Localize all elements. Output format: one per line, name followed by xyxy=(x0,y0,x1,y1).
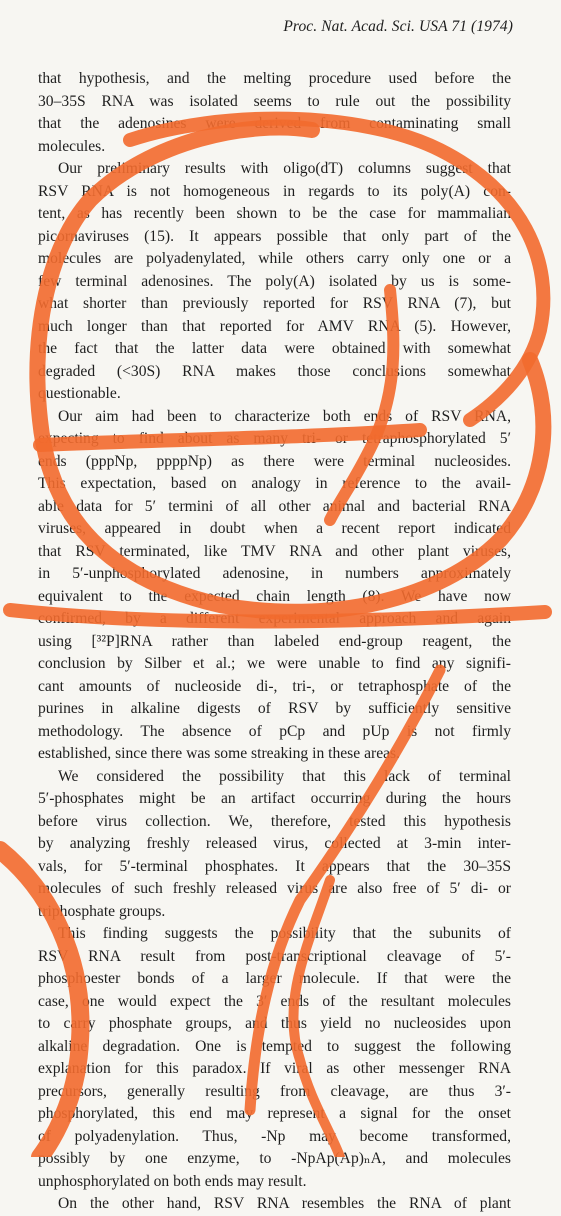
text-line: before virus collection. We, therefore, tested this hypothesis xyxy=(38,812,511,830)
text-line: confirmed, by a different experimental approach and again xyxy=(38,610,511,627)
text-line: conclusion by Silber et al.; we were unable to find any signifi- xyxy=(38,655,511,672)
text-line: precursors, generally resulting from cleavage, are thus 3′- xyxy=(38,1082,511,1100)
text-line: of polyadenylation. Thus, -Np may become transformed, xyxy=(38,1127,511,1145)
text-line: Our preliminary results with oligo(dT) columns suggest that xyxy=(58,160,511,177)
text-line: ends (pppNp, ppppNp) as there were terminal nucleosides. xyxy=(38,452,511,470)
text-line: equivalent to the expected chain length (8). We have now xyxy=(38,587,511,605)
text-line: possibly by one enzyme, to -NpAp(Ap)ₙA, and molecules xyxy=(38,1150,511,1167)
text-line: to carry phosphate groups, and thus yield no nucleosides upon xyxy=(38,1015,511,1032)
text-line: phosphorylated, this end may represent a signal for the onset xyxy=(38,1105,511,1122)
text-line: established, since there was some streaking in these areas. xyxy=(38,745,400,762)
text-line: This finding suggests the possibility that the subunits of xyxy=(58,925,511,942)
text-line: phosphoester bonds of a larger molecule. If that were the xyxy=(38,970,511,987)
text-line: that RSV terminated, like TMV RNA and other plant viruses, xyxy=(38,542,511,560)
text-line: in 5′-unphosphorylated adenosine, in numbers approximately xyxy=(38,565,511,582)
text-line: 5′-phosphates might be an artifact occurring during the hours xyxy=(38,790,511,807)
text-line: tent, as has recently been shown to be the case for mammalian xyxy=(38,205,511,222)
text-line: RSV RNA is not homogeneous in regards to its poly(A) con- xyxy=(38,182,511,200)
text-line: molecules are polyadenylated, while others carry only one or a xyxy=(38,250,511,267)
text-line: case, one would expect the 3′ ends of the resultant molecules xyxy=(38,992,511,1010)
running-head: Proc. Nat. Acad. Sci. USA 71 (1974) xyxy=(283,18,513,35)
text-line: few terminal adenosines. The poly(A) isolated by us is some- xyxy=(38,272,511,290)
text-line: picornaviruses (15). It appears possible that only part of the xyxy=(38,227,511,245)
text-line: purines in alkaline digests of RSV by sufficiently sensitive xyxy=(38,700,511,717)
text-line: that hypothesis, and the melting procedure used before the xyxy=(38,70,511,87)
text-line: using [³²P]RNA rather than labeled end-group reagent, the xyxy=(38,632,511,650)
text-line: the fact that the latter data were obtained with somewhat xyxy=(38,340,511,357)
text-line: that the adenosines were derived from contaminating small xyxy=(38,115,511,132)
text-line: Our aim had been to characterize both ends of RSV RNA, xyxy=(58,407,511,425)
text-line: triphosphate groups. xyxy=(38,902,166,920)
text-line: explanation for this paradox. If viral as other messenger RNA xyxy=(38,1060,511,1077)
text-line: methodology. The absence of pCp and pUp is not firmly xyxy=(38,722,511,740)
text-line: what shorter than previously reported for RSV RNA (7), but xyxy=(38,295,511,312)
text-line: 30–35S RNA was isolated seems to rule out the possibility xyxy=(38,92,511,110)
text-line: degraded (<30S) RNA makes those conclusions somewhat xyxy=(38,362,511,380)
text-line: cant amounts of nucleoside di-, tri-, or tetraphosphate of the xyxy=(38,677,511,695)
text-line: expecting to find about as many tri- or tetraphosphorylated 5′ xyxy=(38,430,511,447)
text-line: questionable. xyxy=(38,385,121,402)
text-line: This expectation, based on analogy in reference to the avail- xyxy=(38,475,511,492)
text-line: by analyzing freshly released virus, collected at 3-min inter- xyxy=(38,835,511,852)
text-line: able data for 5′ termini of all other animal and bacterial RNA xyxy=(38,497,511,515)
text-line: much longer than that reported for AMV RNA (5). However, xyxy=(38,317,511,335)
text-line: unphosphorylated on both ends may result. xyxy=(38,1172,307,1190)
article-body xyxy=(38,68,511,1216)
text-line: vals, for 5′-terminal phosphates. It appears that the 30–35S xyxy=(38,857,511,875)
text-line: RSV RNA result from post-transcriptional cleavage of 5′- xyxy=(38,947,511,965)
text-line: viruses, appeared in doubt when a recent report indicated xyxy=(38,520,511,537)
text-line: molecules of such freshly released virus are also free of 5′ di- or xyxy=(38,880,511,897)
text-line: alkaline degradation. One is tempted to suggest the following xyxy=(38,1037,511,1055)
text-line: We considered the possibility that this lack of terminal xyxy=(58,767,511,785)
text-line: On the other hand, RSV RNA resembles the RNA of plant xyxy=(58,1195,511,1212)
text-line: molecules. xyxy=(38,137,106,155)
